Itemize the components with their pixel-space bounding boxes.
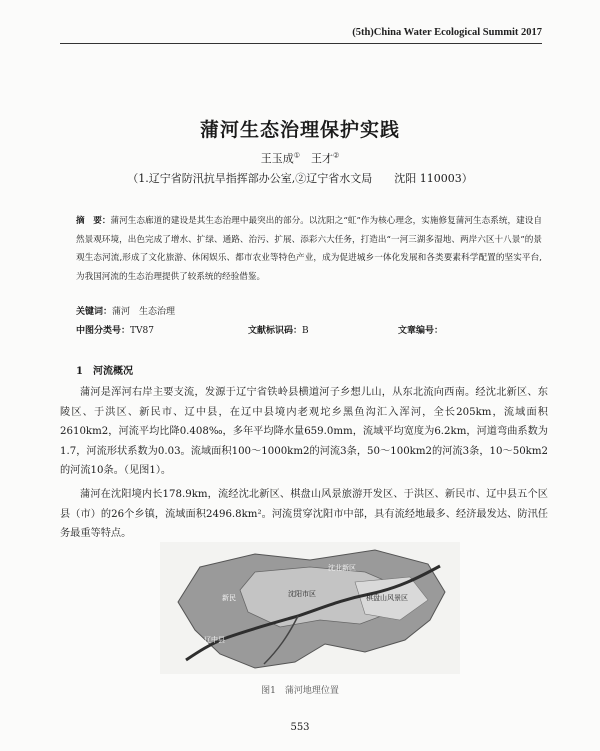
article-number — [398, 323, 443, 336]
map-label: 沈北新区 — [328, 564, 356, 572]
section-title: 河流概况 — [92, 366, 133, 377]
paper-title: 蒲河生态治理保护实践 — [199, 119, 400, 141]
journal-name: (5th)China Water Ecological Summit 2017 — [352, 27, 542, 38]
map-label: 沈阳市区 — [288, 590, 316, 598]
section-heading — [76, 362, 133, 377]
map-label: 棋盘山风景区 — [366, 594, 408, 602]
classification — [76, 323, 154, 336]
author-name: 王玉成 — [260, 152, 294, 165]
page-number: 553 — [290, 722, 310, 733]
article-number-label: 文章编号： — [398, 326, 444, 336]
author-line — [0, 150, 600, 166]
meta-line — [76, 323, 546, 337]
figure-caption: 图1 蒲河地理位置 — [261, 686, 339, 696]
abstract — [76, 212, 542, 286]
running-header — [0, 0, 600, 46]
header-rule — [60, 43, 542, 44]
abstract-text: 蒲河生态廊道的建设是其生态治理中最突出的部分。以沈阳之“虹”作为核心理念，实施修复蒲河生态系统，建设自然景观环境，出色完成了增水、扩绿、通路、治污、扩展、添彩六大任务，打造出“一河三湖多湿地、两岸六区十八景”的景观生态河流,形成了文化旅游、休闲娱乐、都市农业等特色产业，成为促进城乡一体化发展和各类要素科学配置的坚实平台,为我国河流的生态治理提供了较系统的经验借鉴。 — [76, 216, 542, 282]
doc-code-value: B — [302, 326, 309, 336]
paragraph: 蒲河在沈阳境内长178.9km，流经沈北新区、棋盘山风景旅游开发区、于洪区、新民市、辽中县五个区县（市）的26个乡镇，流域面积2496.8km²。河流贯穿沈阳市中部，具有流经地最多、经济最发达、防汛任务最重等特点。 — [60, 489, 548, 539]
keywords-label: 关键词： — [76, 307, 113, 317]
author-name: 王才 — [311, 152, 333, 165]
doc-code — [248, 323, 309, 336]
keywords-text: 蒲河 生态治理 — [112, 307, 176, 317]
paragraph: 蒲河是浑河右岸主要支流，发源于辽宁省铁岭县横道河子乡想儿山，从东北流向西南。经沈北新区、东陵区、于洪区、新民市、辽中县，在辽中县境内老观坨乡黑鱼沟汇入浑河，全长205km，流域面积2610km2，河流平均比降0.408‰，多年平均降水量659.0mm，流域平均宽度为6.2km，河道弯曲系数为1.7，河流形状系数为0.03。流域面积100～1000km2的河流3条，50～100km2的河流3条，10～50km2的河流10条。（见图1）。 — [60, 387, 548, 476]
section-number: 1 — [76, 366, 83, 377]
classification-label: 中图分类号： — [76, 326, 131, 336]
river-location-map — [160, 542, 460, 674]
map-label: 辽中县 — [204, 636, 225, 644]
map-label: 新民 — [222, 594, 236, 602]
affiliation: （1.辽宁省防汛抗旱指挥部办公室,②辽宁省水文局 沈阳 110003） — [127, 172, 473, 185]
doc-code-label: 文献标识码： — [248, 326, 303, 336]
classification-value: TV87 — [130, 326, 154, 336]
keywords — [76, 304, 175, 317]
author-mark: ① — [293, 151, 300, 160]
abstract-label: 摘 要： — [76, 216, 111, 226]
author-mark: ② — [333, 151, 340, 160]
